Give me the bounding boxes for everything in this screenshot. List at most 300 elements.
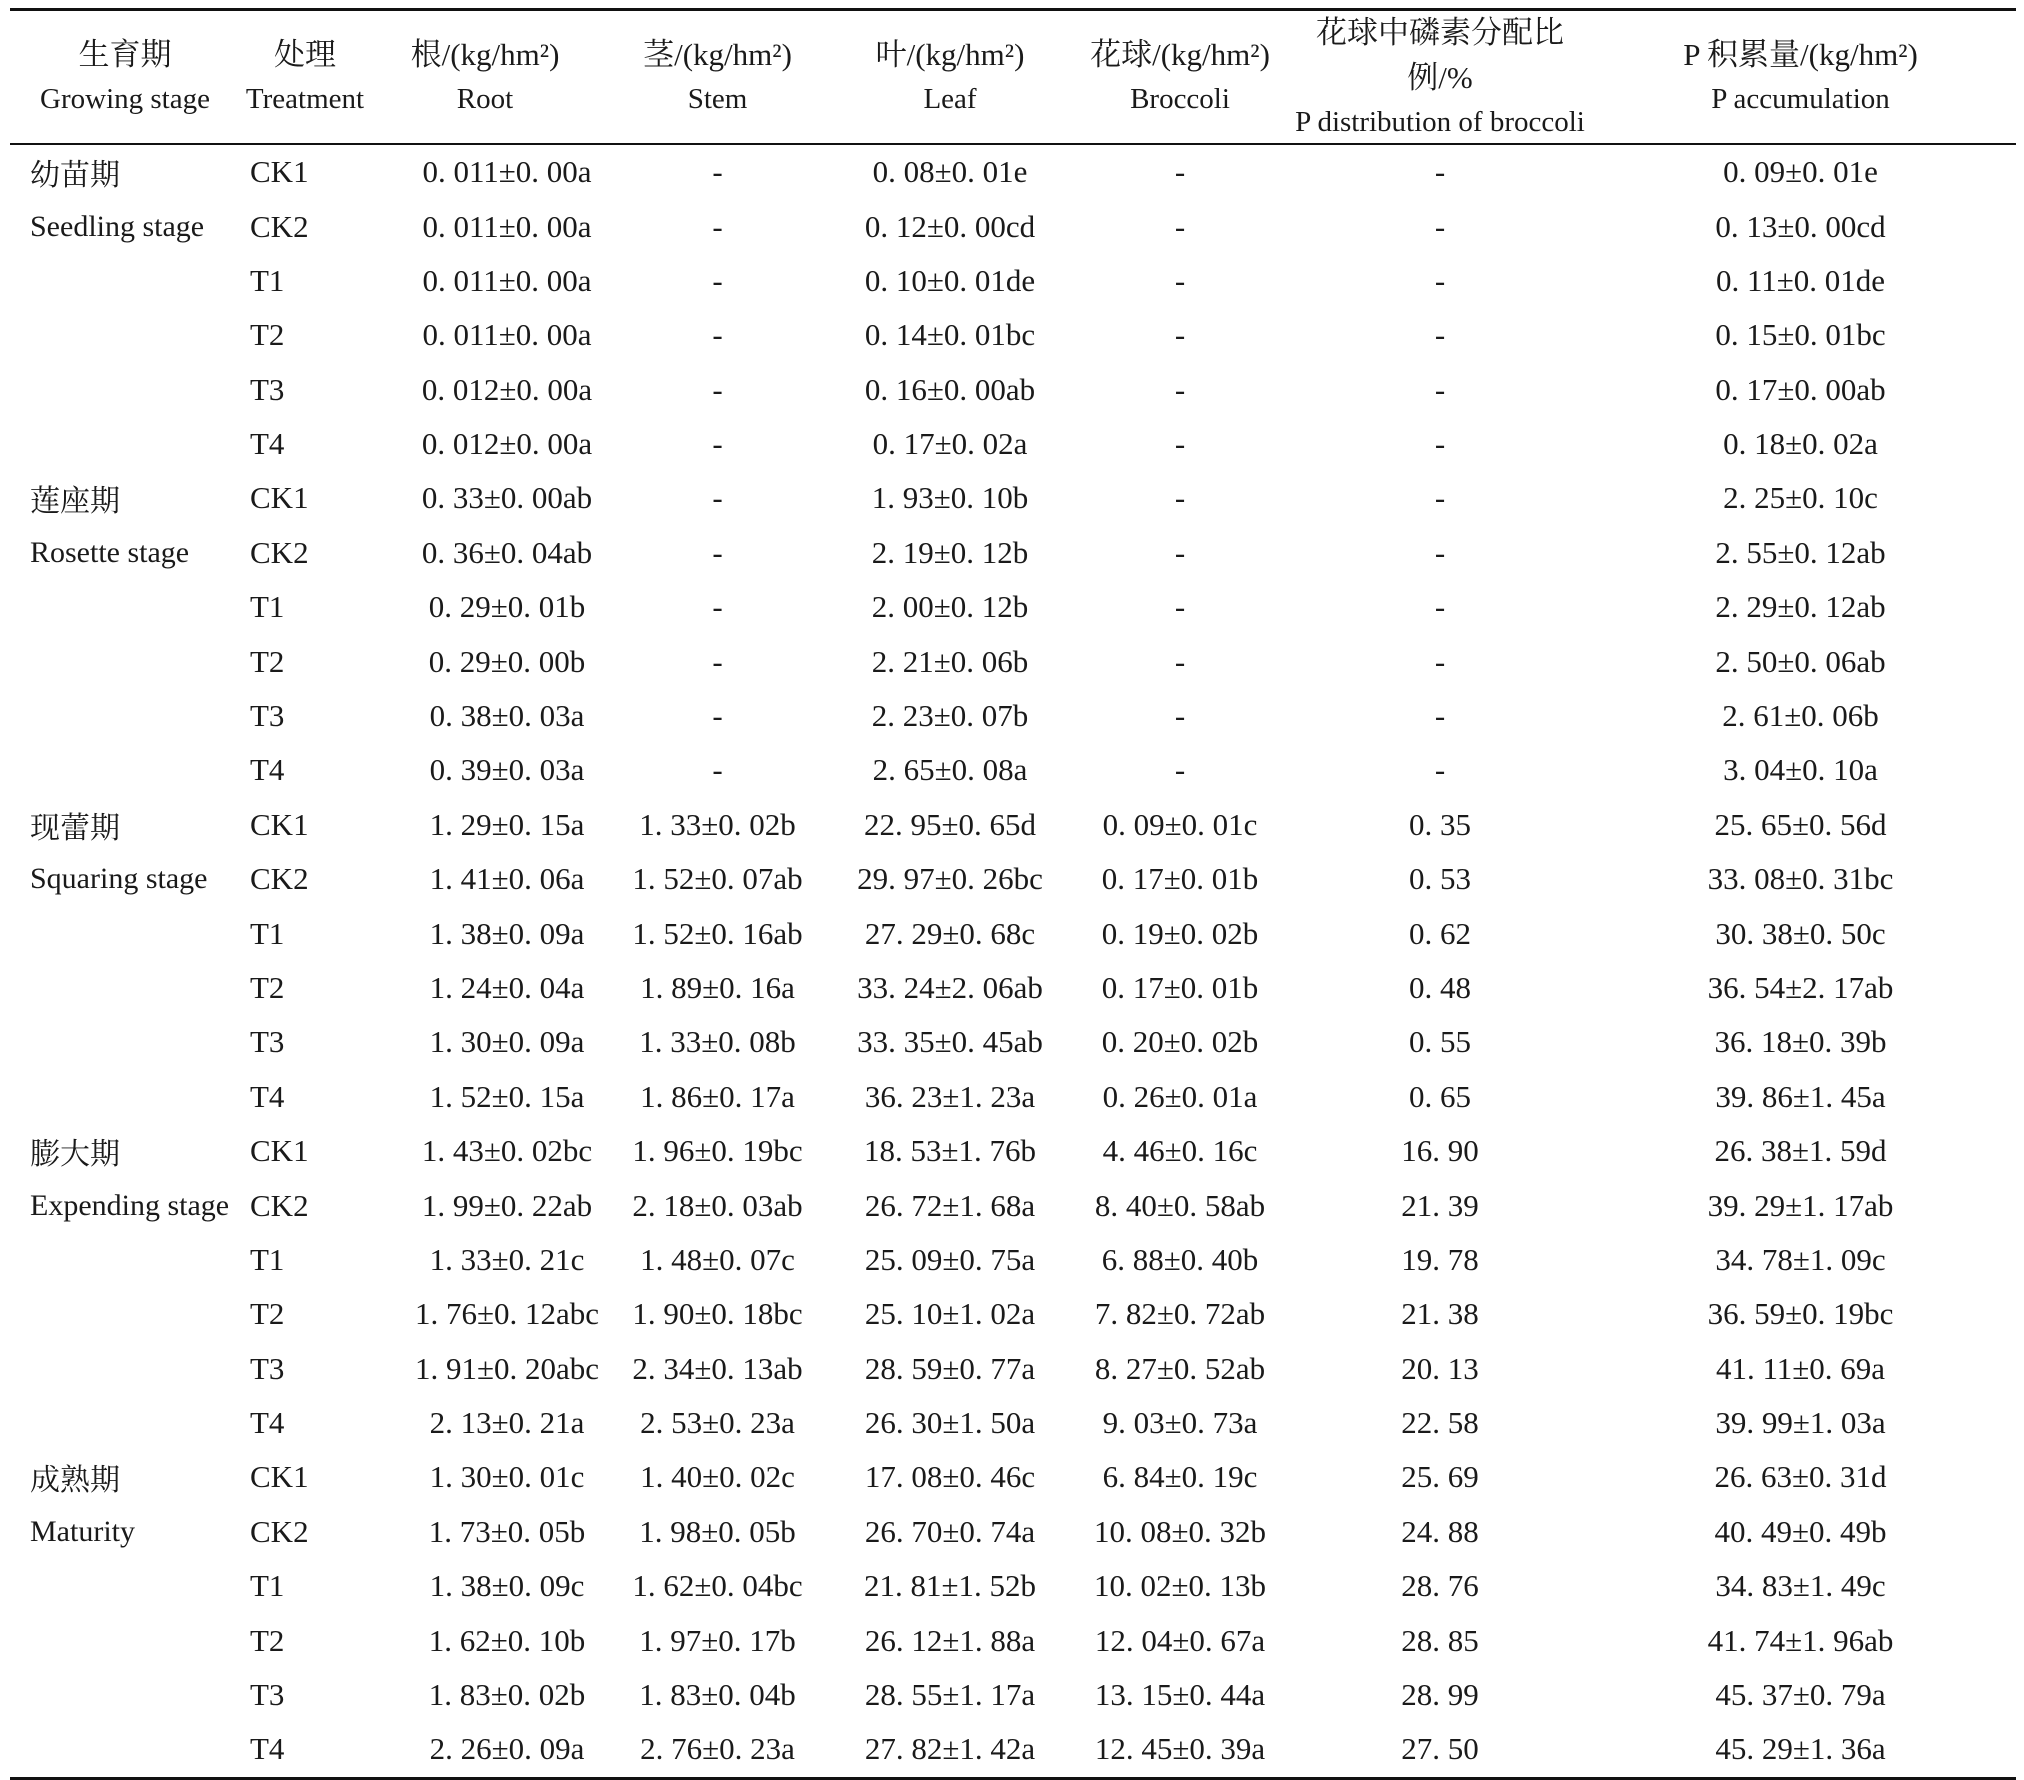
cell-broccoli-value: 6. 88±0. 40b — [1101, 1241, 1259, 1277]
cell-p-distribution-value: - — [1434, 208, 1446, 244]
cell-root-value: 1. 38±0. 09c — [429, 1568, 585, 1604]
cell-stem — [600, 906, 835, 960]
cell-stem-value: - — [712, 643, 723, 679]
cell-leaf — [835, 1450, 1065, 1504]
cell-p-accumulation-value: 0. 13±0. 00cd — [1715, 208, 1886, 244]
cell-broccoli-value: - — [1174, 589, 1186, 625]
table-row — [10, 199, 2016, 253]
cell-p-distribution-value: 0. 62 — [1409, 915, 1471, 951]
cell-leaf-value: 2. 00±0. 12b — [871, 589, 1029, 625]
cell-leaf-value: 26. 12±1. 88a — [864, 1622, 1036, 1658]
cell-p-distribution — [1295, 254, 1585, 308]
table-row — [10, 1342, 2016, 1396]
cell-p-distribution-value: 0. 65 — [1409, 1078, 1471, 1114]
cell-stem — [600, 798, 835, 852]
cell-p-accumulation-value: 2. 29±0. 12ab — [1715, 589, 1886, 625]
cell-stem-value: 1. 33±0. 08b — [639, 1024, 796, 1060]
table-row — [10, 798, 2016, 852]
cell-p-distribution-value: 0. 53 — [1409, 861, 1471, 897]
cell-broccoli-value: 13. 15±0. 44a — [1094, 1677, 1266, 1713]
cell-p-distribution — [1295, 1450, 1585, 1504]
cell-treatment: CK2 — [250, 861, 309, 897]
cell-leaf-value: 22. 95±0. 65d — [863, 806, 1036, 842]
cell-p-distribution — [1295, 526, 1585, 580]
cell-p-accumulation-value: 2. 50±0. 06ab — [1715, 643, 1886, 679]
cell-root-value: 1. 43±0. 02bc — [421, 1133, 593, 1169]
cell-root-value: 1. 24±0. 04a — [429, 969, 585, 1005]
cell-p-distribution — [1295, 471, 1585, 525]
table-row — [10, 308, 2016, 362]
cell-stem — [600, 1342, 835, 1396]
cell-stem-value: 1. 89±0. 16a — [640, 969, 795, 1005]
table-row — [10, 1559, 2016, 1613]
cell-p-distribution — [1295, 1722, 1585, 1778]
cell-p-distribution-value: 19. 78 — [1401, 1241, 1479, 1277]
cell-p-distribution — [1295, 961, 1585, 1015]
cell-broccoli-value: 7. 82±0. 72ab — [1094, 1296, 1266, 1332]
table-row — [10, 1178, 2016, 1232]
cell-stem-value: 1. 40±0. 02c — [640, 1459, 795, 1495]
cell-p-accumulation — [1585, 199, 2016, 253]
header-row — [10, 10, 2016, 144]
cell-growing-stage — [10, 1559, 240, 1613]
cell-growing-stage: 成熟期 — [30, 1464, 120, 1498]
cell-root-value: 1. 52±0. 15a — [429, 1078, 585, 1114]
table-row — [10, 1668, 2016, 1722]
cell-broccoli — [1065, 1124, 1295, 1178]
cell-p-accumulation — [1585, 1015, 2016, 1069]
cell-broccoli — [1065, 308, 1295, 362]
cell-treatment: CK1 — [250, 806, 309, 842]
cell-leaf — [835, 526, 1065, 580]
cell-root-value: 0. 012±0. 00a — [421, 371, 593, 407]
header-cn: 花球/(kg/hm²) — [1090, 37, 1270, 73]
table-row — [10, 1450, 2016, 1504]
table-row — [10, 1124, 2016, 1178]
cell-broccoli — [1065, 254, 1295, 308]
cell-growing-stage — [10, 961, 240, 1015]
table-row — [10, 471, 2016, 525]
cell-p-accumulation — [1585, 961, 2016, 1015]
cell-leaf — [835, 906, 1065, 960]
header-en: Growing stage — [40, 83, 210, 116]
cell-leaf-value: 0. 17±0. 02a — [872, 426, 1028, 462]
cell-p-accumulation-value: 26. 38±1. 59d — [1714, 1133, 1887, 1169]
cell-p-accumulation-value: 0. 18±0. 02a — [1723, 426, 1878, 462]
cell-root — [370, 689, 600, 743]
cell-leaf — [835, 1613, 1065, 1667]
cell-p-accumulation-value: 2. 61±0. 06b — [1722, 698, 1879, 734]
cell-p-distribution-value: - — [1434, 534, 1446, 570]
cell-broccoli-value: 0. 17±0. 01b — [1101, 969, 1259, 1005]
cell-broccoli — [1065, 1233, 1295, 1287]
cell-growing-stage — [10, 634, 240, 688]
cell-leaf-value: 1. 93±0. 10b — [871, 480, 1029, 516]
table-row — [10, 1505, 2016, 1559]
cell-leaf — [835, 254, 1065, 308]
cell-leaf — [835, 1342, 1065, 1396]
cell-stem-value: 1. 52±0. 16ab — [632, 915, 803, 951]
table-row — [10, 1015, 2016, 1069]
cell-stem — [600, 1668, 835, 1722]
cell-stem-value: - — [712, 208, 723, 244]
cell-p-distribution — [1295, 1613, 1585, 1667]
cell-p-accumulation-value: 39. 86±1. 45a — [1715, 1078, 1886, 1114]
cell-treatment: T1 — [250, 1568, 285, 1604]
cell-p-accumulation — [1585, 526, 2016, 580]
cell-leaf — [835, 852, 1065, 906]
cell-stem — [600, 1015, 835, 1069]
cell-broccoli — [1065, 1396, 1295, 1450]
cell-treatment: CK2 — [250, 534, 309, 570]
cell-p-distribution — [1295, 308, 1585, 362]
cell-leaf — [835, 362, 1065, 416]
table-row — [10, 1613, 2016, 1667]
header-cn: P 积累量/(kg/hm²) — [1683, 37, 1918, 73]
cell-stem — [600, 1178, 835, 1232]
cell-leaf-value: 0. 14±0. 01bc — [864, 317, 1036, 353]
cell-growing-stage: Maturity — [30, 1514, 135, 1548]
cell-root — [370, 362, 600, 416]
cell-leaf-value: 21. 81±1. 52b — [863, 1568, 1036, 1604]
table-row — [10, 852, 2016, 906]
cell-p-distribution-value: - — [1434, 154, 1446, 190]
cell-p-distribution-value: 21. 38 — [1401, 1296, 1479, 1332]
cell-treatment: T4 — [250, 1405, 285, 1441]
header-en: P accumulation — [1711, 83, 1890, 116]
cell-broccoli — [1065, 906, 1295, 960]
cell-root-value: 0. 33±0. 00ab — [421, 480, 593, 516]
cell-p-distribution — [1295, 1559, 1585, 1613]
cell-root-value: 1. 30±0. 01c — [429, 1459, 585, 1495]
cell-treatment: T1 — [250, 1241, 285, 1277]
cell-root — [370, 906, 600, 960]
cell-growing-stage — [10, 1668, 240, 1722]
cell-broccoli — [1065, 1668, 1295, 1722]
cell-treatment: T4 — [250, 1078, 285, 1114]
cell-p-accumulation — [1585, 1396, 2016, 1450]
cell-stem-value: 1. 48±0. 07c — [640, 1241, 795, 1277]
cell-stem-value: - — [712, 154, 723, 190]
cell-stem-value: 1. 62±0. 04bc — [632, 1568, 803, 1604]
cell-treatment: T2 — [250, 1622, 285, 1658]
cell-p-accumulation — [1585, 1668, 2016, 1722]
cell-broccoli — [1065, 852, 1295, 906]
cell-broccoli-value: 10. 02±0. 13b — [1093, 1568, 1266, 1604]
cell-leaf — [835, 417, 1065, 471]
cell-broccoli — [1065, 1178, 1295, 1232]
cell-growing-stage — [10, 254, 240, 308]
cell-growing-stage: Squaring stage — [30, 862, 208, 896]
cell-broccoli-value: 12. 45±0. 39a — [1094, 1731, 1266, 1767]
table-row — [10, 1070, 2016, 1124]
cell-p-accumulation-value: 39. 99±1. 03a — [1715, 1405, 1886, 1441]
cell-stem — [600, 580, 835, 634]
cell-p-accumulation — [1585, 308, 2016, 362]
cell-p-accumulation — [1585, 852, 2016, 906]
cell-growing-stage — [10, 1396, 240, 1450]
table-row — [10, 961, 2016, 1015]
cell-p-accumulation-value: 0. 11±0. 01de — [1715, 262, 1886, 298]
cell-leaf — [835, 1722, 1065, 1778]
cell-leaf-value: 0. 16±0. 00ab — [864, 371, 1036, 407]
cell-stem — [600, 1233, 835, 1287]
header-en: Stem — [687, 83, 748, 116]
cell-broccoli — [1065, 961, 1295, 1015]
cell-p-accumulation-value: 45. 37±0. 79a — [1715, 1677, 1886, 1713]
cell-leaf — [835, 1233, 1065, 1287]
table-body — [10, 144, 2016, 1778]
header-cn: 茎/(kg/hm²) — [643, 37, 792, 73]
cell-stem — [600, 471, 835, 525]
table-row — [10, 1396, 2016, 1450]
cell-stem — [600, 362, 835, 416]
cell-stem-value: - — [712, 426, 723, 462]
cell-root — [370, 1668, 600, 1722]
cell-leaf-value: 25. 09±0. 75a — [864, 1241, 1036, 1277]
cell-stem — [600, 1450, 835, 1504]
cell-broccoli-value: 10. 08±0. 32b — [1093, 1513, 1266, 1549]
cell-leaf-value: 2. 65±0. 08a — [872, 752, 1028, 788]
cell-leaf — [835, 1070, 1065, 1124]
cell-root — [370, 1233, 600, 1287]
cell-root — [370, 308, 600, 362]
cell-leaf — [835, 144, 1065, 199]
cell-root — [370, 471, 600, 525]
cell-leaf — [835, 1505, 1065, 1559]
cell-stem — [600, 634, 835, 688]
cell-treatment: T4 — [250, 752, 285, 788]
cell-broccoli-value: - — [1174, 698, 1186, 734]
cell-broccoli — [1065, 417, 1295, 471]
cell-p-distribution — [1295, 1178, 1585, 1232]
table-row — [10, 634, 2016, 688]
cell-leaf — [835, 1668, 1065, 1722]
cell-root-value: 1. 41±0. 06a — [429, 861, 585, 897]
header-root — [370, 10, 600, 144]
cell-growing-stage — [10, 1342, 240, 1396]
cell-broccoli-value: 12. 04±0. 67a — [1094, 1622, 1266, 1658]
cell-leaf — [835, 1559, 1065, 1613]
cell-p-distribution — [1295, 906, 1585, 960]
cell-p-accumulation — [1585, 580, 2016, 634]
cell-broccoli-value: - — [1174, 534, 1186, 570]
header-growing-stage — [10, 10, 240, 144]
header-p-distribution — [1295, 10, 1585, 144]
cell-root — [370, 580, 600, 634]
cell-p-accumulation — [1585, 1124, 2016, 1178]
table-header — [10, 10, 2016, 144]
cell-broccoli — [1065, 362, 1295, 416]
cell-stem — [600, 852, 835, 906]
cell-p-distribution-value: 21. 39 — [1401, 1187, 1479, 1223]
cell-p-distribution-value: - — [1434, 426, 1446, 462]
cell-stem-value: 1. 96±0. 19bc — [632, 1133, 803, 1169]
cell-broccoli — [1065, 1722, 1295, 1778]
cell-stem — [600, 1124, 835, 1178]
cell-broccoli-value: - — [1174, 752, 1186, 788]
cell-leaf — [835, 634, 1065, 688]
cell-p-accumulation — [1585, 1559, 2016, 1613]
cell-stem-value: - — [712, 752, 723, 788]
cell-root — [370, 199, 600, 253]
table-row — [10, 417, 2016, 471]
cell-leaf-value: 27. 82±1. 42a — [864, 1731, 1036, 1767]
cell-stem — [600, 526, 835, 580]
cell-treatment: T4 — [250, 426, 285, 462]
cell-growing-stage — [10, 1613, 240, 1667]
cell-leaf-value: 2. 23±0. 07b — [871, 698, 1029, 734]
cell-root-value: 0. 011±0. 00a — [422, 154, 592, 190]
cell-growing-stage — [10, 1233, 240, 1287]
cell-broccoli-value: 4. 46±0. 16c — [1102, 1133, 1258, 1169]
cell-p-distribution — [1295, 417, 1585, 471]
cell-broccoli-value: 0. 20±0. 02b — [1101, 1024, 1259, 1060]
cell-treatment: T3 — [250, 1350, 285, 1386]
cell-root — [370, 1287, 600, 1341]
cell-root — [370, 1505, 600, 1559]
cell-root — [370, 1342, 600, 1396]
cell-p-distribution-value: - — [1434, 371, 1446, 407]
cell-root — [370, 1396, 600, 1450]
cell-treatment: T1 — [250, 589, 285, 625]
cell-p-accumulation-value: 39. 29±1. 17ab — [1707, 1187, 1894, 1223]
cell-p-accumulation-value: 3. 04±0. 10a — [1723, 752, 1878, 788]
cell-p-distribution — [1295, 1342, 1585, 1396]
cell-root-value: 1. 29±0. 15a — [429, 806, 585, 842]
cell-p-accumulation — [1585, 1450, 2016, 1504]
cell-p-accumulation-value: 36. 54±2. 17ab — [1707, 969, 1894, 1005]
cell-leaf — [835, 1287, 1065, 1341]
cell-broccoli — [1065, 1342, 1295, 1396]
cell-p-distribution — [1295, 144, 1585, 199]
cell-p-accumulation — [1585, 1342, 2016, 1396]
cell-root — [370, 254, 600, 308]
table-row — [10, 906, 2016, 960]
cell-p-accumulation — [1585, 689, 2016, 743]
cell-p-distribution-value: 20. 13 — [1401, 1350, 1479, 1386]
cell-broccoli — [1065, 526, 1295, 580]
cell-p-accumulation-value: 0. 17±0. 00ab — [1715, 371, 1886, 407]
cell-stem-value: 2. 53±0. 23a — [640, 1405, 795, 1441]
cell-p-accumulation — [1585, 1070, 2016, 1124]
table-row — [10, 254, 2016, 308]
cell-leaf-value: 28. 59±0. 77a — [864, 1350, 1036, 1386]
table-row — [10, 144, 2016, 199]
cell-growing-stage — [10, 743, 240, 797]
cell-p-distribution — [1295, 1287, 1585, 1341]
cell-stem-value: 2. 76±0. 23a — [640, 1731, 795, 1767]
cell-root-value: 0. 36±0. 04ab — [421, 534, 593, 570]
cell-p-accumulation-value: 45. 29±1. 36a — [1715, 1731, 1886, 1767]
cell-leaf-value: 25. 10±1. 02a — [864, 1296, 1036, 1332]
cell-p-distribution-value: 0. 35 — [1409, 806, 1471, 842]
cell-broccoli — [1065, 743, 1295, 797]
cell-broccoli — [1065, 634, 1295, 688]
cell-root — [370, 144, 600, 199]
cell-p-accumulation — [1585, 471, 2016, 525]
cell-p-accumulation — [1585, 1505, 2016, 1559]
cell-broccoli-value: 0. 17±0. 01b — [1101, 861, 1259, 897]
cell-p-distribution — [1295, 580, 1585, 634]
cell-stem — [600, 1396, 835, 1450]
cell-root-value: 0. 29±0. 01b — [428, 589, 586, 625]
cell-p-accumulation-value: 2. 55±0. 12ab — [1715, 534, 1886, 570]
cell-stem — [600, 199, 835, 253]
cell-treatment: T1 — [250, 262, 285, 298]
cell-p-accumulation — [1585, 362, 2016, 416]
cell-stem — [600, 417, 835, 471]
table-row — [10, 1233, 2016, 1287]
cell-broccoli-value: 6. 84±0. 19c — [1102, 1459, 1258, 1495]
cell-stem-value: 1. 98±0. 05b — [639, 1513, 796, 1549]
header-stem — [600, 10, 835, 144]
cell-growing-stage — [10, 308, 240, 362]
cell-broccoli — [1065, 1450, 1295, 1504]
cell-root — [370, 526, 600, 580]
cell-broccoli-value: 9. 03±0. 73a — [1102, 1405, 1258, 1441]
cell-p-distribution — [1295, 1396, 1585, 1450]
cell-treatment: CK2 — [250, 1513, 309, 1549]
cell-p-accumulation — [1585, 254, 2016, 308]
cell-root — [370, 961, 600, 1015]
cell-leaf — [835, 1396, 1065, 1450]
cell-root — [370, 1178, 600, 1232]
cell-broccoli — [1065, 1505, 1295, 1559]
cell-p-distribution-value: - — [1434, 643, 1446, 679]
cell-growing-stage — [10, 362, 240, 416]
cell-stem — [600, 1287, 835, 1341]
cell-root-value: 1. 91±0. 20abc — [414, 1350, 600, 1386]
table-row — [10, 1722, 2016, 1778]
table-row — [10, 689, 2016, 743]
cell-broccoli-value: - — [1174, 317, 1186, 353]
cell-broccoli-value: - — [1174, 154, 1186, 190]
cell-p-accumulation-value: 33. 08±0. 31bc — [1707, 861, 1894, 897]
cell-leaf-value: 29. 97±0. 26bc — [857, 861, 1043, 897]
cell-growing-stage — [10, 1722, 240, 1778]
cell-p-distribution-value: - — [1434, 480, 1446, 516]
cell-root — [370, 1613, 600, 1667]
cell-leaf-value: 0. 12±0. 00cd — [864, 208, 1036, 244]
cell-root-value: 1. 73±0. 05b — [428, 1513, 586, 1549]
cell-growing-stage — [10, 906, 240, 960]
cell-p-accumulation-value: 0. 15±0. 01bc — [1715, 317, 1886, 353]
cell-leaf — [835, 308, 1065, 362]
cell-broccoli — [1065, 798, 1295, 852]
cell-root — [370, 417, 600, 471]
cell-stem — [600, 1613, 835, 1667]
cell-broccoli — [1065, 1287, 1295, 1341]
cell-root-value: 0. 011±0. 00a — [422, 262, 592, 298]
cell-treatment: CK2 — [250, 208, 309, 244]
cell-stem-value: 1. 83±0. 04b — [639, 1677, 796, 1713]
cell-stem — [600, 254, 835, 308]
cell-stem-value: - — [712, 317, 723, 353]
cell-stem-value: - — [712, 698, 723, 734]
cell-treatment: CK2 — [250, 1187, 309, 1223]
cell-root — [370, 1015, 600, 1069]
table-row — [10, 526, 2016, 580]
cell-root — [370, 1124, 600, 1178]
cell-treatment: T3 — [250, 1677, 285, 1713]
table-row — [10, 580, 2016, 634]
cell-growing-stage: 膨大期 — [30, 1138, 120, 1172]
cell-growing-stage: Seedling stage — [30, 209, 205, 243]
cell-root — [370, 1722, 600, 1778]
cell-treatment: T2 — [250, 1296, 285, 1332]
cell-p-accumulation — [1585, 1178, 2016, 1232]
